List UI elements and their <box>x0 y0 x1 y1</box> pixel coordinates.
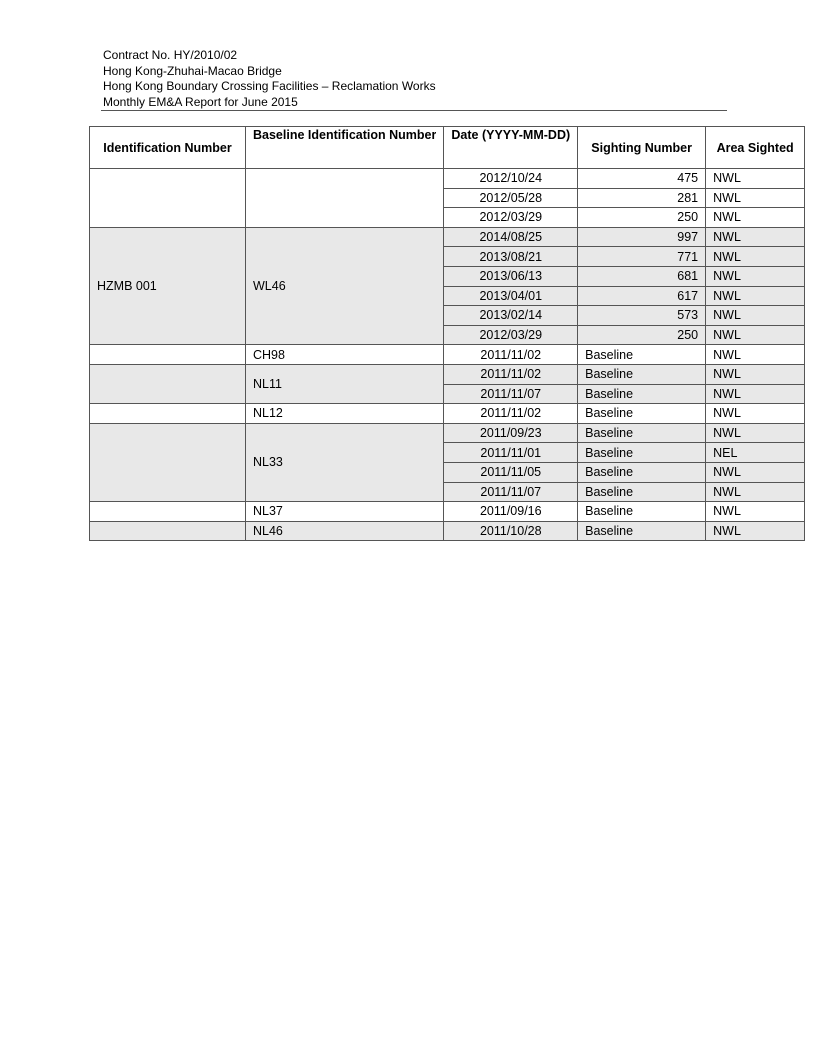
table-row <box>90 169 805 189</box>
table-body <box>90 169 805 541</box>
identification-cell <box>90 345 246 365</box>
date-cell: 2011/11/05 <box>444 462 578 482</box>
col-header-identification: Identification Number <box>90 127 246 169</box>
col-header-sighting: Sighting Number <box>578 127 706 169</box>
identification-cell <box>90 502 246 522</box>
sighting-number-cell: 475 <box>578 169 706 189</box>
date-cell: 2011/11/02 <box>444 404 578 424</box>
col-header-baseline <box>246 127 444 169</box>
area-sighted-cell: NWL <box>706 482 805 502</box>
date-cell: 2011/09/16 <box>444 502 578 522</box>
date-cell: 2011/11/01 <box>444 443 578 463</box>
sighting-number-cell: 250 <box>578 208 706 228</box>
date-cell: 2013/02/14 <box>444 306 578 326</box>
area-sighted-cell: NWL <box>706 208 805 228</box>
sighting-number-cell: Baseline <box>578 502 706 522</box>
identification-cell <box>90 521 246 541</box>
table-row <box>90 345 805 365</box>
table-row <box>90 404 805 424</box>
identification-cell <box>90 423 246 501</box>
date-cell: 2011/11/02 <box>444 345 578 365</box>
baseline-id-cell: WL46 <box>246 227 444 345</box>
identification-cell: HZMB 001 <box>90 227 246 345</box>
table-row <box>90 227 805 247</box>
date-cell: 2012/05/28 <box>444 188 578 208</box>
area-sighted-cell: NWL <box>706 266 805 286</box>
area-sighted-cell: NWL <box>706 306 805 326</box>
area-sighted-cell: NWL <box>706 502 805 522</box>
area-sighted-cell: NWL <box>706 345 805 365</box>
sighting-number-cell: 997 <box>578 227 706 247</box>
baseline-id-cell: NL37 <box>246 502 444 522</box>
report-header <box>103 48 436 110</box>
report-title: Monthly EM&A Report for June 2015 <box>103 94 298 109</box>
sighting-number-cell: Baseline <box>578 384 706 404</box>
col-header-baseline-text: Baseline Identification Number <box>253 128 437 142</box>
area-sighted-cell: NWL <box>706 188 805 208</box>
sighting-number-cell: 573 <box>578 306 706 326</box>
sighting-number-cell: 281 <box>578 188 706 208</box>
area-sighted-cell: NWL <box>706 404 805 424</box>
baseline-id-cell <box>246 169 444 228</box>
contract-number: Contract No. HY/2010/02 <box>103 48 238 62</box>
project-name: Hong Kong-Zhuhai-Macao Bridge <box>103 63 282 78</box>
area-sighted-cell: NWL <box>706 521 805 541</box>
date-cell: 2011/11/07 <box>444 482 578 502</box>
area-sighted-cell: NWL <box>706 286 805 306</box>
area-sighted-cell: NWL <box>706 384 805 404</box>
sighting-number-cell: Baseline <box>578 443 706 463</box>
sighting-number-cell: 771 <box>578 247 706 267</box>
baseline-id-cell: NL33 <box>246 423 444 501</box>
table-header-row <box>90 127 805 169</box>
sighting-number-cell: Baseline <box>578 462 706 482</box>
baseline-id-cell: CH98 <box>246 345 444 365</box>
col-header-date-text: Date (YYYY-MM-DD) <box>451 128 571 142</box>
area-sighted-cell: NWL <box>706 247 805 267</box>
table-row <box>90 521 805 541</box>
date-cell: 2011/11/02 <box>444 364 578 384</box>
sighting-number-cell: 617 <box>578 286 706 306</box>
sighting-number-cell: Baseline <box>578 423 706 443</box>
sightings-table <box>89 126 805 541</box>
baseline-id-cell: NL11 <box>246 364 444 403</box>
area-sighted-cell: NWL <box>706 364 805 384</box>
date-cell: 2013/06/13 <box>444 266 578 286</box>
date-cell: 2011/09/23 <box>444 423 578 443</box>
date-cell: 2011/10/28 <box>444 521 578 541</box>
baseline-id-cell: NL46 <box>246 521 444 541</box>
sighting-number-cell: Baseline <box>578 482 706 502</box>
area-sighted-cell: NWL <box>706 462 805 482</box>
date-cell: 2013/04/01 <box>444 286 578 306</box>
area-sighted-cell: NWL <box>706 423 805 443</box>
date-cell: 2012/03/29 <box>444 208 578 228</box>
table-row <box>90 423 805 443</box>
col-header-area: Area Sighted <box>706 127 805 169</box>
identification-cell <box>90 364 246 403</box>
date-cell: 2013/08/21 <box>444 247 578 267</box>
baseline-id-cell: NL12 <box>246 404 444 424</box>
col-header-date <box>444 127 578 169</box>
identification-cell <box>90 169 246 228</box>
area-sighted-cell: NWL <box>706 325 805 345</box>
area-sighted-cell: NEL <box>706 443 805 463</box>
date-cell: 2014/08/25 <box>444 227 578 247</box>
date-cell: 2012/10/24 <box>444 169 578 189</box>
sighting-number-cell: Baseline <box>578 345 706 365</box>
header-divider <box>101 110 727 111</box>
date-cell: 2012/03/29 <box>444 325 578 345</box>
area-sighted-cell: NWL <box>706 169 805 189</box>
date-cell: 2011/11/07 <box>444 384 578 404</box>
project-subtitle: Hong Kong Boundary Crossing Facilities – Reclamation Works <box>103 79 436 93</box>
area-sighted-cell: NWL <box>706 227 805 247</box>
table-row <box>90 502 805 522</box>
sighting-number-cell: 681 <box>578 266 706 286</box>
table-row <box>90 364 805 384</box>
sighting-number-cell: 250 <box>578 325 706 345</box>
identification-cell <box>90 404 246 424</box>
sighting-number-cell: Baseline <box>578 404 706 424</box>
sighting-number-cell: Baseline <box>578 364 706 384</box>
sighting-number-cell: Baseline <box>578 521 706 541</box>
